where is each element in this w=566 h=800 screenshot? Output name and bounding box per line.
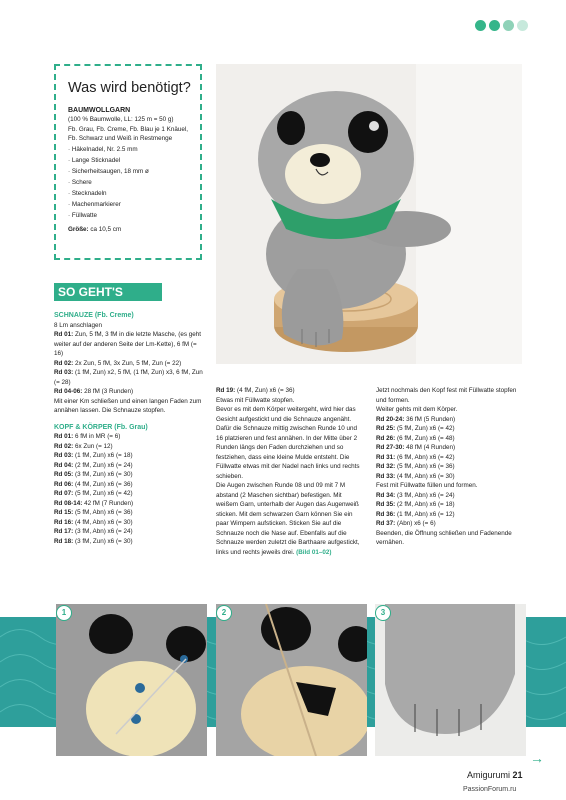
paragraph: Die Augen zwischen Runde 08 und 09 mit 7 M abstand (2 Maschen sichtbar) befestigen. Mit weißem Garn, unterhalb der Augen das Augenweiß sticken. Mit dem schwarzen Garn können Sie ein paar Wimpern aufsticken. Sticken Sie auf die Schnauze noch die Nase auf. Ebenfalls auf die Schnauze werden zuletzt die Barthaare aufgestickt, links und rechts jeweils drei. (Bild 01–02) <box>216 482 360 556</box>
materials-item: · Füllwatte <box>68 210 200 221</box>
size-value: ca 10,5 cm <box>90 225 122 233</box>
round-row: Rd 02: 2x Zun, 5 fM, 3x Zun, 5 fM, Zun (= 22) <box>54 359 182 367</box>
page-dot <box>503 20 514 31</box>
round-row: Rd 15: (5 fM, Abn) x6 (= 36) <box>54 509 133 516</box>
round-row: Rd 25: (5 fM, Zun) x6 (= 42) <box>376 425 455 432</box>
paragraph: Weiter gehts mit dem Körper. <box>376 406 458 413</box>
round-row: Rd 17: (3 fM, Abn) x6 (= 24) <box>54 528 133 535</box>
page-footer <box>467 770 523 780</box>
paragraph: 8 Lm anschlagen <box>54 321 102 329</box>
instructions-column-1 <box>54 309 204 546</box>
size-label: Größe: <box>68 225 89 233</box>
round-row: Rd 07: (5 fM, Zun) x6 (= 42) <box>54 490 133 497</box>
round-row: Rd 01: 6 fM in MR (= 6) <box>54 433 121 440</box>
round-row: Rd 26: (6 fM, Zun) x6 (= 48) <box>376 434 455 442</box>
paragraph: Beenden, die Öffnung schließen und Fadenende vernähen. <box>376 529 512 546</box>
paragraph: Fest mit Füllwatte füllen und formen. <box>376 482 478 489</box>
materials-title: Was wird benötigt? <box>68 80 191 96</box>
materials-item: · Sicherheitsaugen, 18 mm ø <box>68 166 200 177</box>
yarn-heading: BAUMWOLLGARN <box>68 107 131 114</box>
round-row: Rd 37: (Abn) x6 (= 6) <box>376 520 436 527</box>
materials-item: · Machenmarkierer <box>68 199 200 210</box>
round-row: Rd 32: (5 fM, Abn) x6 (= 36) <box>376 463 455 470</box>
step-photo-2 <box>216 604 367 756</box>
seal-illustration <box>216 64 522 364</box>
page-dot <box>489 20 500 31</box>
round-row: Rd 20-24: 36 fM (5 Runden) <box>376 415 456 423</box>
next-arrow-icon: → <box>530 750 544 766</box>
round-row: Rd 18: (3 fM, Zun) x6 (= 30) <box>54 537 133 545</box>
instructions-column-2 <box>216 386 364 557</box>
round-row: Rd 03: (1 fM, Zun) x6 (= 18) <box>54 452 133 459</box>
step-3-illustration <box>375 604 526 756</box>
step-2-illustration <box>216 604 367 756</box>
round-row: Rd 08-14: 42 fM (7 Runden) <box>54 499 134 507</box>
round-row: Rd 34: (3 fM, Abn) x6 (= 24) <box>376 491 455 499</box>
round-row: Rd 36: (1 fM, Abn) x6 (= 12) <box>376 510 455 518</box>
materials-box <box>54 64 202 260</box>
subheading-head-body: KOPF & KÖRPER (Fb. Grau) <box>54 423 148 431</box>
seal-photo <box>216 64 522 364</box>
step-1-illustration <box>56 604 207 756</box>
step-photo-3 <box>375 604 526 756</box>
round-row: Rd 33: (4 fM, Abn) x6 (= 30) <box>376 472 455 480</box>
round-row: Rd 04: (2 fM, Zun) x6 (= 24) <box>54 461 133 469</box>
section-heading: SO GEHT'S <box>54 283 162 301</box>
materials-item: · Häkelnadel, Nr. 2.5 mm <box>68 144 200 155</box>
yarn-line: Fb. Grau, Fb. Creme, Fb. Blau je 1 Knäuel, <box>68 125 189 133</box>
round-row: Rd 16: (4 fM, Abn) x6 (= 30) <box>54 518 133 526</box>
round-row: Rd 04-06: 28 fM (3 Runden) <box>54 388 134 395</box>
round-row: Rd 01: Zun, 5 fM, 3 fM in die letzte Masche, (es geht weiter auf der anderen Seite der Lm-Kette), 6 fM (= 16) <box>54 331 201 357</box>
step-number-badge: 1 <box>56 605 72 621</box>
round-row: Rd 31: (6 fM, Abn) x6 (= 42) <box>376 453 455 461</box>
paragraph: Mit einer Km schließen und einen langen Faden zum annähen lassen. Die Schnauze stopfen. <box>54 397 202 414</box>
materials-item: · Lange Sticknadel <box>68 155 200 166</box>
yarn-line: Fb. Schwarz und Weiß in Restmenge <box>68 135 173 143</box>
materials-list <box>68 144 200 221</box>
watermark: PassionForum.ru <box>463 786 517 793</box>
magazine-name: Amigurumi <box>467 770 511 780</box>
yarn-line: (100 % Baumwolle, LL: 125 m = 50 g) <box>68 116 174 123</box>
size-line <box>68 226 200 233</box>
step-photo-1 <box>56 604 207 756</box>
round-row: Rd 19: (4 fM, Zun) x6 (= 36) <box>216 387 295 394</box>
image-reference: (Bild 01–02) <box>296 548 332 556</box>
instructions-column-3 <box>376 386 524 548</box>
page-number: 21 <box>512 770 523 780</box>
paragraph: Etwas mit Füllwatte stopfen. <box>216 396 295 404</box>
paragraph: Jetzt nochmals den Kopf fest mit Füllwatte stopfen und formen. <box>376 387 517 404</box>
paragraph: Bevor es mit dem Körper weitergeht, wird hier das Gesicht aufgestickt und die Schnauze angenäht. Dafür die Schnauze mittig zwischen Runde 10 und 16 platzieren und fest annähen. In der Mitte über 2 Runden längs den Faden durchziehen und so festziehen, dass eine kleine Mulde entsteht. Die Füllwatte etwas mit der Nadel nach links und rechts schieben. <box>216 406 360 480</box>
page-dot <box>475 20 486 31</box>
materials-item: · Stecknadeln <box>68 188 200 199</box>
page-indicator-dots <box>475 20 528 31</box>
round-row: Rd 35: (2 fM, Abn) x6 (= 18) <box>376 501 455 508</box>
step-number-badge: 3 <box>375 605 391 621</box>
round-row: Rd 05: (3 fM, Zun) x6 (= 30) <box>54 471 133 478</box>
page-dot <box>517 20 528 31</box>
materials-item: · Schere <box>68 177 200 188</box>
round-row: Rd 06: (4 fM, Zun) x6 (= 36) <box>54 480 133 488</box>
round-row: Rd 02: 6x Zun (= 12) <box>54 442 113 450</box>
step-number-badge: 2 <box>216 605 232 621</box>
round-row: Rd 27-30: 48 fM (4 Runden) <box>376 444 456 451</box>
subheading-snout: SCHNAUZE (Fb. Creme) <box>54 312 134 319</box>
round-row: Rd 03: (1 fM, Zun) x2, 5 fM, (1 fM, Zun) x3, 6 fM, Zun (= 28) <box>54 369 203 386</box>
